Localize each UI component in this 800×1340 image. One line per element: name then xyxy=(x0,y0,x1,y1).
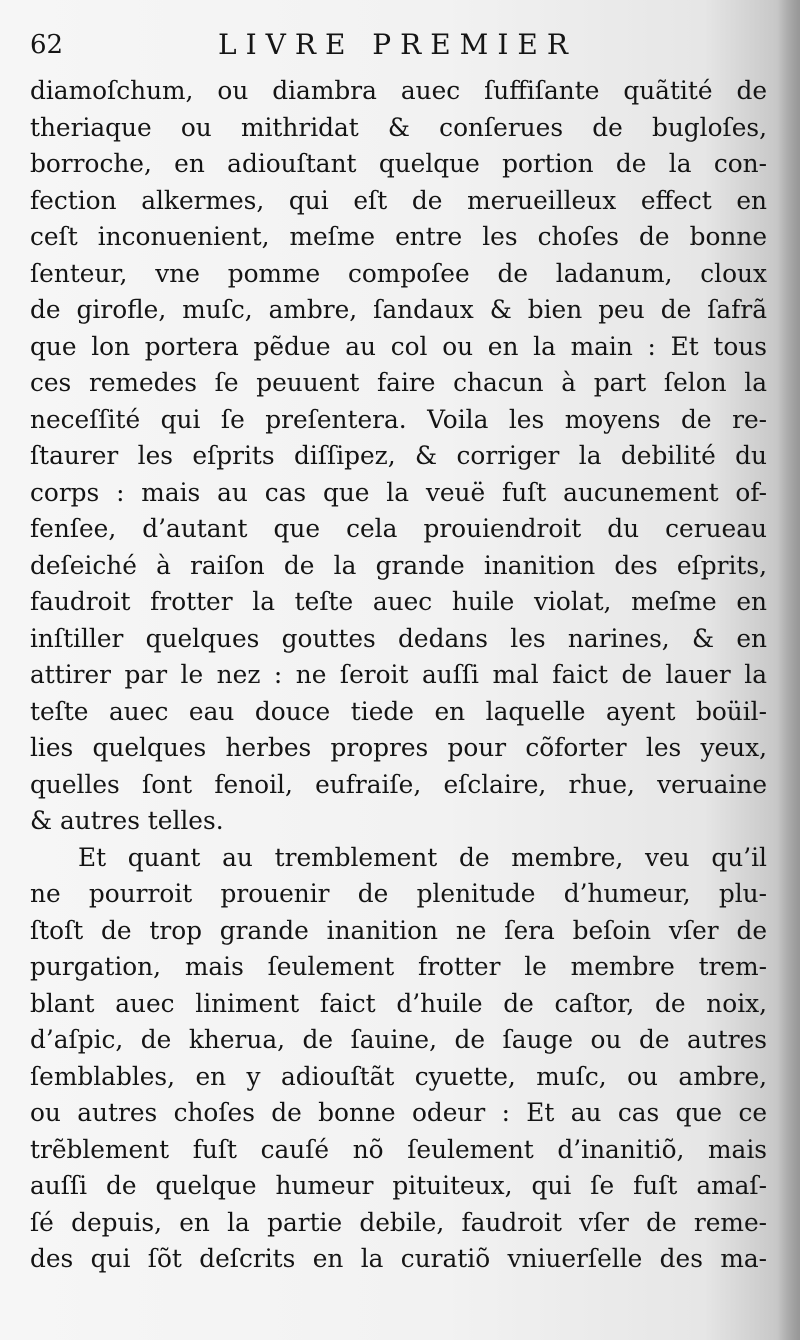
text-line: diamoſchum, ou diambra auec ſuffiſante quãtité de xyxy=(30,76,767,105)
paragraph-2 xyxy=(30,840,767,1278)
text-line: fection alkermes, qui eſt de merueilleux effect en xyxy=(30,185,767,215)
text-line: des qui ſõt deſcrits en la curatiõ vniuerſelle des ma- xyxy=(30,1244,767,1273)
page-header xyxy=(30,28,750,68)
text-line: theriaque ou mithridat & conſerues de bugloſes, xyxy=(30,112,767,142)
page-number: 62 xyxy=(30,30,64,60)
text-line: teſte auec eau douce tiede en laquelle ayent boüil- xyxy=(30,696,767,726)
text-line: corps : mais au cas que la veuë fuſt aucunement of- xyxy=(30,477,767,507)
text-line: fenſee, d’autant que cela prouiendroit du cerueau xyxy=(30,514,767,543)
body-text xyxy=(30,73,767,1278)
text-line: ceſt inconuenient, meſme entre les choſes de bonne xyxy=(30,222,767,251)
text-line: purgation, mais ſeulement frotter le membre trem- xyxy=(30,952,767,981)
text-line: Et quant au tremblement de membre, veu qu’il xyxy=(78,842,767,872)
text-line: ſtaurer les eſprits diſſipez, & corriger la debilité du xyxy=(30,441,767,470)
text-line: d’aſpic, de kherua, de ſauine, de ſauge ou de autres xyxy=(30,1025,767,1054)
running-title: LIVRE PREMIER xyxy=(218,28,577,61)
text-line: blant auec liniment faict d’huile de caſtor, de noix, xyxy=(30,988,767,1018)
text-line: inſtiller quelques gouttes dedans les narines, & en xyxy=(30,623,767,653)
text-line: attirer par le nez : ne ſeroit auſſi mal faict de lauer la xyxy=(30,660,767,689)
paragraph-1 xyxy=(30,73,767,840)
text-line: borroche, en adiouſtant quelque portion de la con- xyxy=(30,149,767,178)
text-line: quelles ſont fenoil, eufraiſe, eſclaire, rhue, veruaine xyxy=(30,769,767,799)
text-line: ne pourroit prouenir de plenitude d’humeur, plu- xyxy=(30,879,767,908)
text-line: que lon portera pẽdue au col ou en la main : Et tous xyxy=(30,331,767,361)
text-line: trẽblement fuſt cauſé nõ ſeulement d’inanitiõ, mais xyxy=(30,1134,767,1164)
text-line: neceſſité qui ſe preſentera. Voila les moyens de re- xyxy=(30,404,767,434)
text-line: ſé depuis, en la partie debile, faudroit vſer de reme- xyxy=(30,1207,767,1237)
text-line: auſſi de quelque humeur pituiteux, qui ſe fuſt amaſ- xyxy=(30,1171,767,1200)
text-line: de girofle, muſc, ambre, ſandaux & bien peu de ſafrã xyxy=(30,295,767,324)
text-line: ſenteur, vne pomme compoſee de ladanum, cloux xyxy=(30,258,767,288)
text-line: ſtoſt de trop grande inanition ne ſera beſoin vſer de xyxy=(30,915,767,945)
text-line: faudroit frotter la teſte auec huile violat, meſme en xyxy=(30,587,767,616)
text-line: ſemblables, en y adiouſtãt cyuette, muſc, ou ambre, xyxy=(30,1061,767,1091)
text-line: ces remedes ſe peuuent faire chacun à part ſelon la xyxy=(30,368,767,397)
text-line: & autres telles. xyxy=(30,806,224,835)
text-line: deſeiché à raiſon de la grande inanition des eſprits, xyxy=(30,550,767,580)
text-line: lies quelques herbes propres pour cõforter les yeux, xyxy=(30,733,767,762)
text-line: ou autres choſes de bonne odeur : Et au cas que ce xyxy=(30,1098,767,1127)
